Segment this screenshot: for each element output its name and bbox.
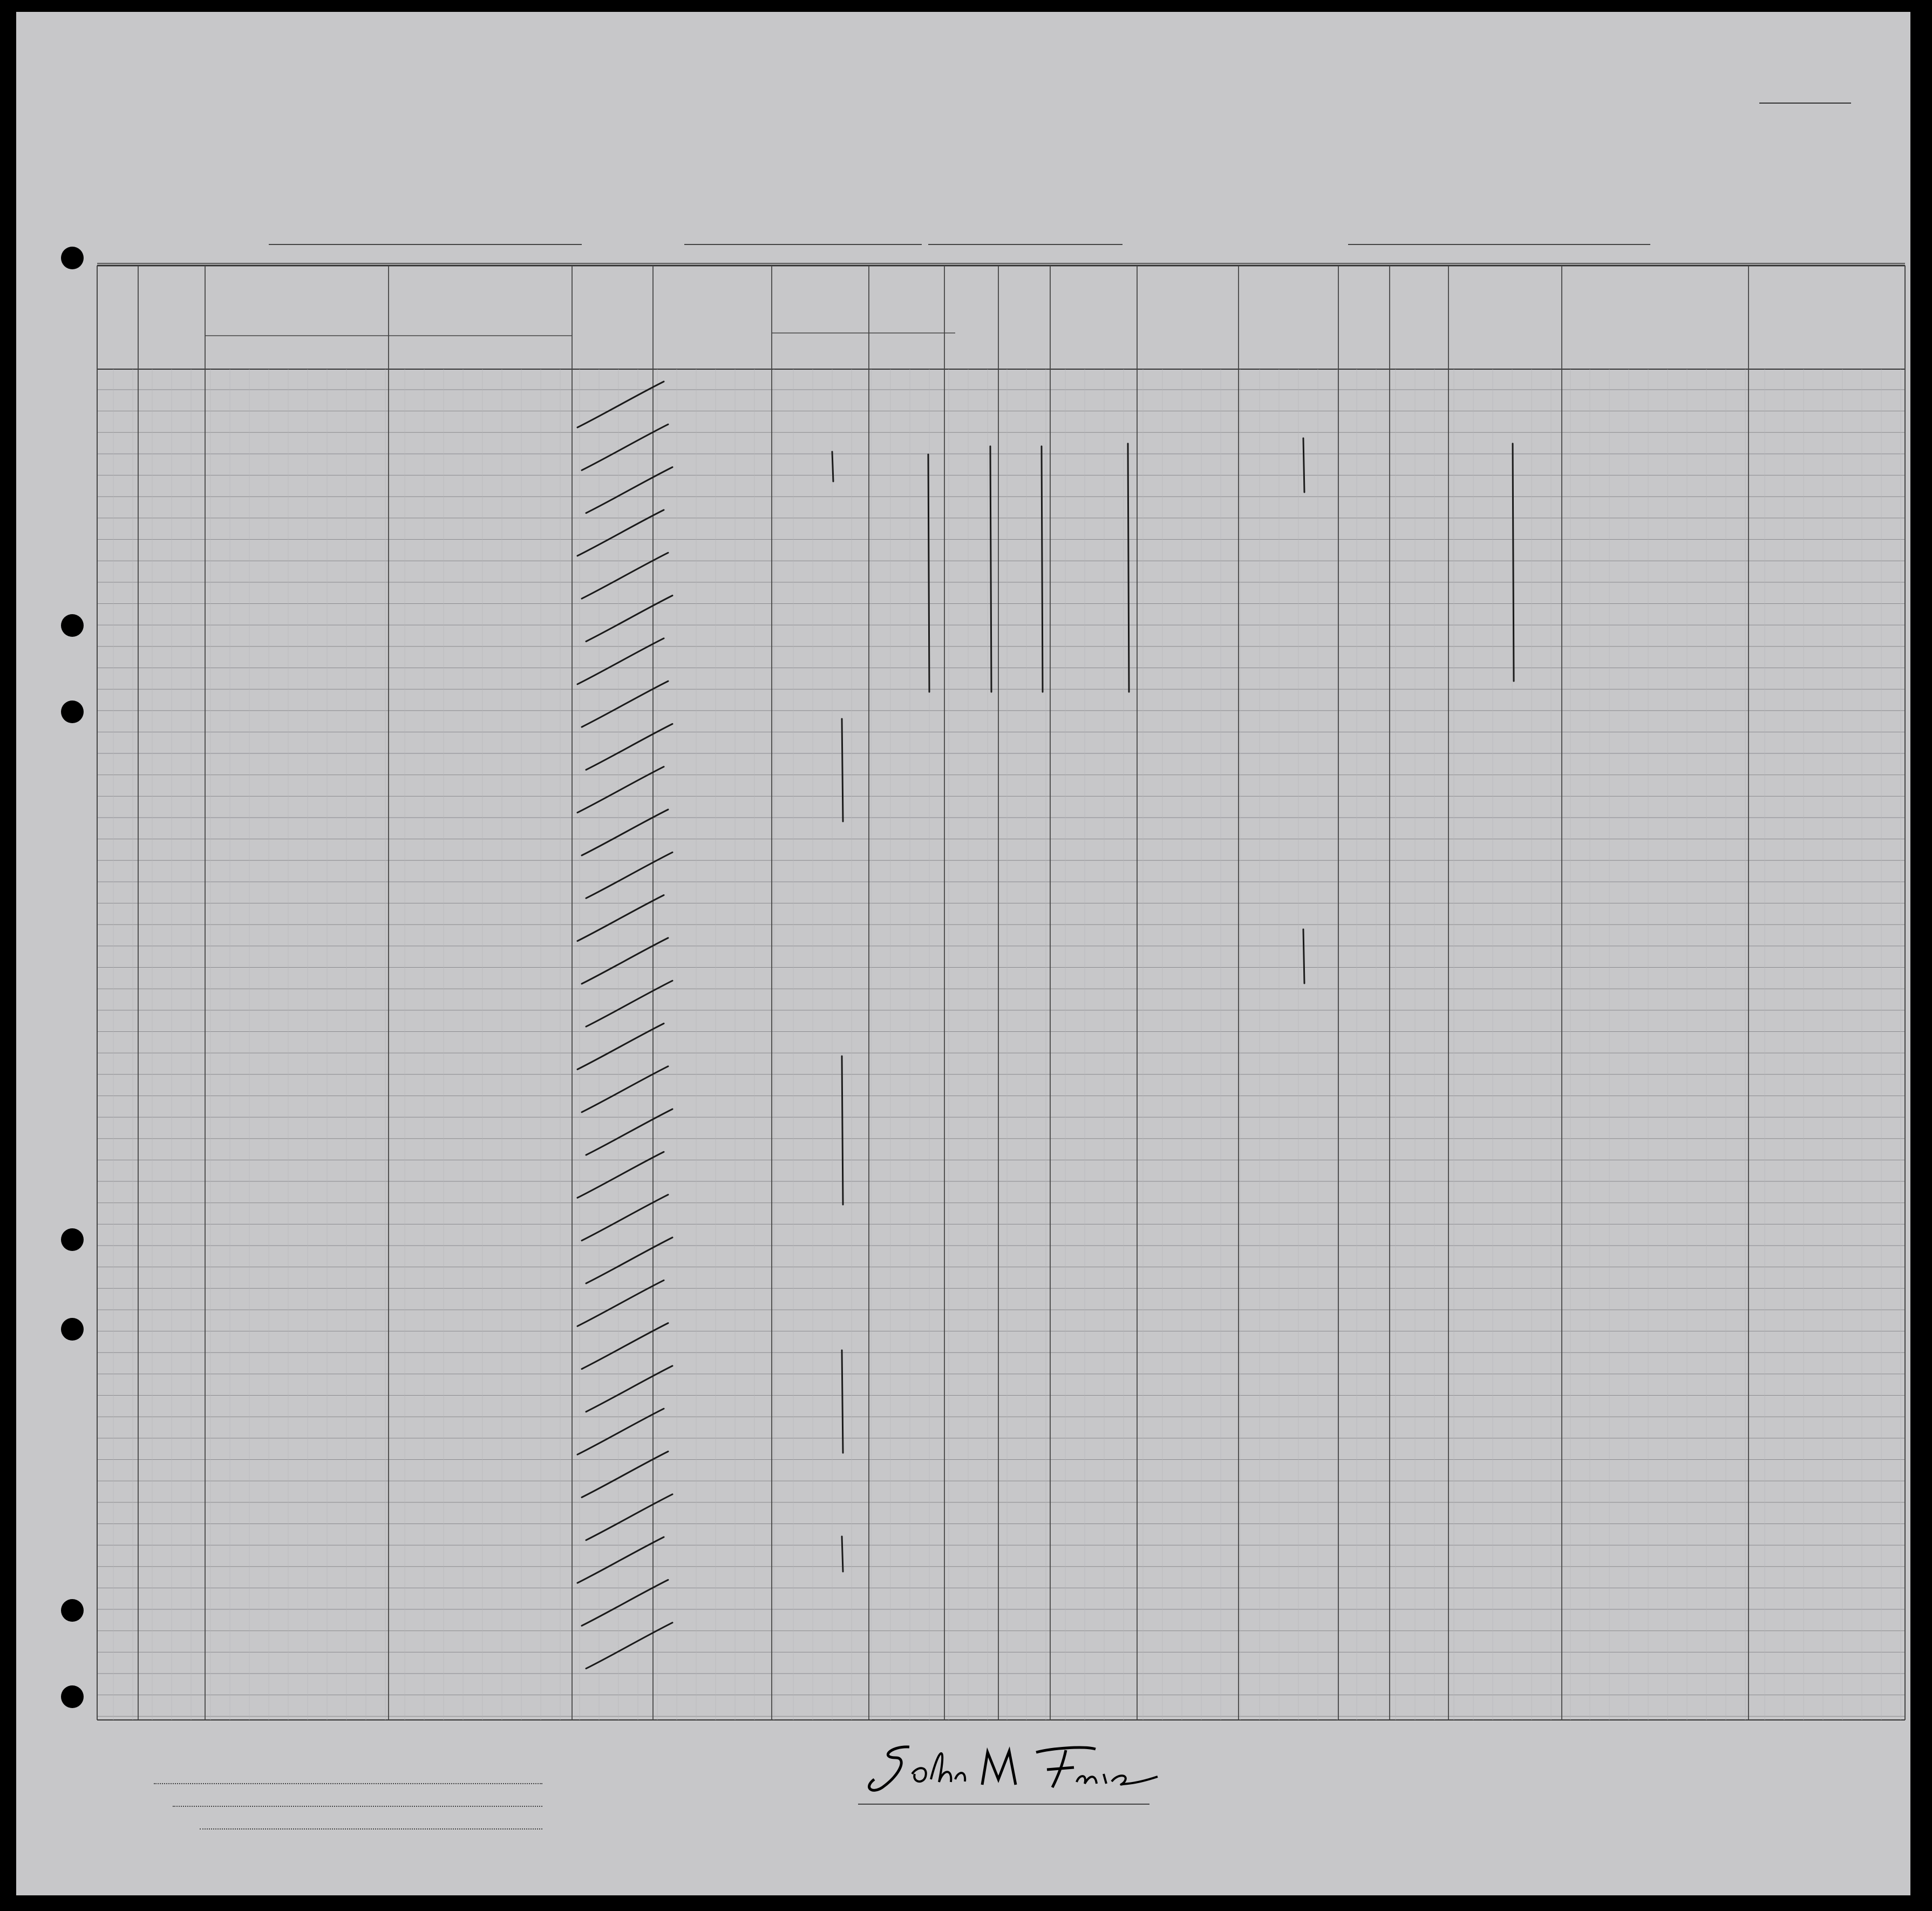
service-stroke	[577, 382, 664, 427]
service-stroke	[582, 424, 668, 470]
service-stroke	[577, 1152, 664, 1198]
ditto-line	[990, 446, 991, 692]
ditto-line	[832, 452, 833, 481]
owners-field	[173, 1806, 542, 1807]
binder-hole	[61, 1318, 84, 1341]
service-stroke	[586, 1366, 672, 1412]
service-stroke	[577, 767, 664, 813]
ditto-line	[842, 1056, 843, 1205]
ditto-line	[842, 719, 843, 821]
ditto-line	[928, 454, 929, 692]
service-stroke	[582, 1580, 668, 1626]
ditto-line	[1042, 446, 1043, 692]
inspector-signature	[858, 1736, 1160, 1801]
service-stroke	[586, 467, 672, 513]
ditto-line	[1128, 444, 1129, 692]
line-field	[154, 1783, 542, 1784]
service-stroke	[582, 1195, 668, 1241]
service-stroke	[577, 1537, 664, 1583]
manifest-sheet	[16, 12, 1910, 1895]
service-stroke	[582, 1452, 668, 1498]
binder-hole	[61, 1599, 84, 1622]
service-stroke	[582, 810, 668, 855]
binder-hole	[61, 247, 84, 269]
ditto-line	[1513, 444, 1514, 681]
service-stroke	[577, 510, 664, 556]
binder-hole	[61, 701, 84, 723]
service-stroke	[582, 1323, 668, 1369]
signature-line	[858, 1804, 1149, 1805]
service-stroke	[582, 938, 668, 984]
ditto-line	[1303, 929, 1304, 983]
service-stroke	[586, 981, 672, 1026]
service-stroke	[582, 553, 668, 599]
binder-hole	[61, 614, 84, 637]
service-stroke	[577, 1024, 664, 1070]
service-stroke	[586, 1623, 672, 1669]
service-stroke	[586, 852, 672, 898]
service-stroke	[586, 1237, 672, 1283]
ditto-line	[842, 1536, 843, 1572]
service-stroke	[586, 596, 672, 642]
service-stroke	[582, 681, 668, 727]
local-agents-field	[200, 1828, 542, 1830]
service-stroke	[586, 724, 672, 770]
service-stroke	[586, 1494, 672, 1540]
service-stroke	[582, 1066, 668, 1112]
ditto-line	[842, 1350, 843, 1453]
binder-hole	[61, 1685, 84, 1708]
binder-hole	[61, 1228, 84, 1251]
handwritten-check-marks	[16, 12, 1910, 1895]
service-stroke	[577, 895, 664, 941]
service-stroke	[577, 638, 664, 684]
service-stroke	[577, 1409, 664, 1454]
ditto-line	[1303, 438, 1304, 492]
service-stroke	[586, 1109, 672, 1155]
service-stroke	[577, 1280, 664, 1326]
